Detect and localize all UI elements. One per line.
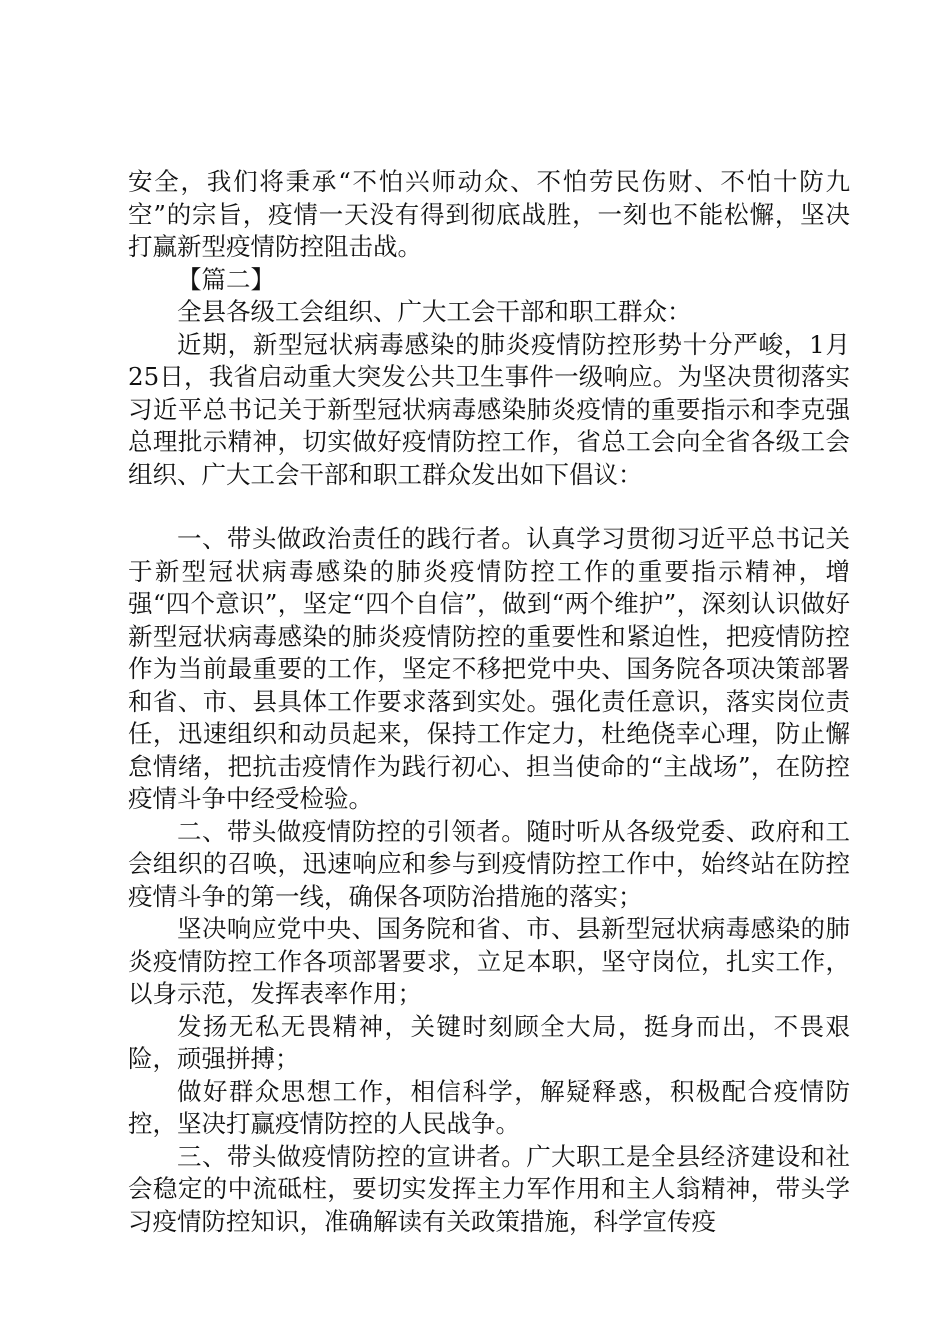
paragraph-point-two: 二、带头做疫情防控的引领者。随时听从各级党委、政府和工会组织的召唤，迅速响应和参与到疫情防控工作中，始终站在防控疫情斗争的第一线，确保各项防治措施的落实； <box>128 816 850 911</box>
paragraph-intro: 近期，新型冠状病毒感染的肺炎疫情防控形势十分严峻，1月25日，我省启动重大突发公共卫生事件一级响应。为坚决贯彻落实习近平总书记关于新型冠状病毒感染肺炎疫情的重要指示和李克强总理批示精神，切实做好疫情防控工作，省总工会向全省各级工会组织、广大工会干部和职工群众发出如下倡议： <box>128 329 850 489</box>
salutation: 全县各级工会组织、广大工会干部和职工群众： <box>177 297 692 326</box>
paragraph-point-two-a: 坚决响应党中央、国务院和省、市、县新型冠状病毒感染的肺炎疫情防控工作各项部署要求，立足本职，坚守岗位，扎实工作，以身示范，发挥表率作用； <box>128 914 850 1008</box>
section-heading: 【篇二】 <box>177 264 275 294</box>
paragraph-point-two-b: 发扬无私无畏精神，关键时刻顾全大局，挺身而出，不畏艰险，顽强拼搏； <box>128 1011 850 1073</box>
paragraph-continuation: 安全，我们将秉承“不怕兴师动众、不怕劳民伤财、不怕十防九空”的宗旨，疫情一天没有得到彻底战胜，一刻也不能松懈，坚决打赢新型疫情防控阻击战。 <box>128 167 850 261</box>
paragraph-point-one: 一、带头做政治责任的践行者。认真学习贯彻习近平总书记关于新型冠状病毒感染的肺炎疫情防控工作的重要指示精神，增强“四个意识”，坚定“四个自信”，做到“两个维护”，深刻认识做好新型冠状病毒感染的肺炎疫情防控的重要性和紧迫性，把疫情防控作为当前最重要的工作，坚定不移把党中央、国务院各项决策部署和省、市、县具体工作要求落到实处。强化责任意识，落实岗位责任，迅速组织和动员起来，保持工作定力，杜绝侥幸心理，防止懈怠情绪，把抗击疫情作为践行初心、担当使命的“主战场”，在防控疫情斗争中经受检验。 <box>128 524 850 813</box>
paragraph-point-two-c: 做好群众思想工作，相信科学，解疑释惑，积极配合疫情防控，坚决打赢疫情防控的人民战争。 <box>128 1076 850 1138</box>
paragraph-point-three: 三、带头做疫情防控的宣讲者。广大职工是全县经济建设和社会稳定的中流砥柱，要切实发挥主力军作用和主人翁精神，带头学习疫情防控知识，准确解读有关政策措施，科学宣传疫 <box>128 1141 850 1236</box>
document-body <box>128 166 850 1238</box>
